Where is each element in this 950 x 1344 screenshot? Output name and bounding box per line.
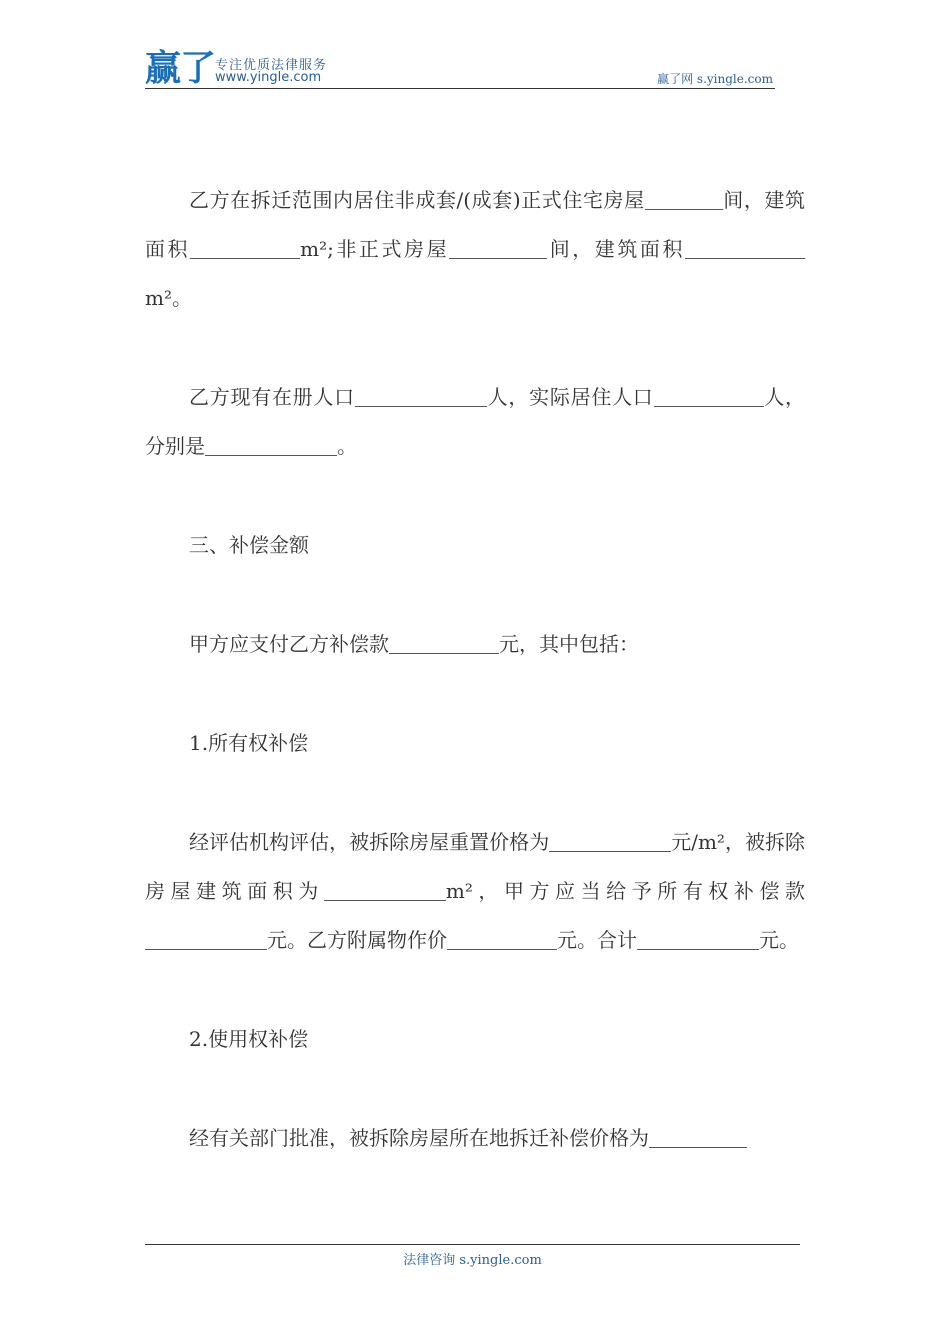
yingle-logo: 赢了 <box>145 48 216 89</box>
text-segment: 元。 <box>759 928 799 952</box>
page-footer <box>145 1244 800 1268</box>
text-segment: 元，其中包括： <box>499 632 639 656</box>
fill-blank <box>637 929 759 950</box>
fill-blank <box>324 880 446 901</box>
paragraph-housing <box>145 176 805 323</box>
paragraph-population <box>145 373 805 471</box>
text-segment: m²。 <box>145 286 192 310</box>
text-segment: 乙方现有在册人口 <box>189 385 355 409</box>
subheading-ownership: 1.所有权补偿 <box>189 731 309 755</box>
fill-blank <box>685 238 805 259</box>
text-segment: 乙方在拆迁范围内居住非成套/(成套)正式住宅房屋 <box>189 188 645 212</box>
page-header <box>145 50 775 89</box>
text-segment: 间，建筑面积 <box>145 188 806 261</box>
text-segment: m²，甲方应当给予所有权补偿款 <box>445 879 806 903</box>
fill-blank <box>389 633 499 654</box>
fill-blank <box>355 386 487 407</box>
paragraph-total-compensation <box>145 620 805 669</box>
fill-blank <box>145 929 267 950</box>
text-segment: 经评估机构评估，被拆除房屋重置价格为 <box>189 830 550 854</box>
text-segment: 。 <box>337 434 357 458</box>
header-site-link[interactable]: 赢了网 s.yingle.com <box>657 72 773 86</box>
text-segment: 间，建筑面积 <box>547 237 685 261</box>
text-segment: m²;非正式房屋 <box>300 237 450 261</box>
paragraph-ownership-compensation <box>145 818 805 965</box>
fill-blank <box>449 238 547 259</box>
text-segment: 人，分别是 <box>145 385 806 458</box>
paragraph-use-right-compensation <box>145 1114 805 1163</box>
fill-blank <box>549 831 671 852</box>
subheading-use-right: 2.使用权补偿 <box>189 1027 309 1051</box>
document-body <box>145 176 805 1213</box>
text-segment: 元/m²，被拆除房屋建筑面积为 <box>145 830 805 903</box>
fill-blank <box>645 189 723 210</box>
text-segment: 经有关部门批准，被拆除房屋所在地拆迁补偿价格为 <box>189 1126 649 1150</box>
section-heading-compensation: 三、补偿金额 <box>189 533 309 557</box>
fill-blank <box>447 929 557 950</box>
logo-url[interactable]: www.yingle.com <box>215 70 322 85</box>
text-segment: 甲方应支付乙方补偿款 <box>189 632 389 656</box>
fill-blank <box>649 1127 747 1148</box>
footer-link[interactable]: 法律咨询 s.yingle.com <box>403 1253 542 1268</box>
fill-blank <box>654 386 764 407</box>
text-segment: 元。乙方附属物作价 <box>267 928 447 952</box>
logo-slogan: 专注优质法律服务 <box>215 58 328 73</box>
text-segment: 元。合计 <box>557 928 637 952</box>
text-segment: 人，实际居住人口 <box>486 385 654 409</box>
fill-blank <box>190 238 300 259</box>
fill-blank <box>205 435 337 456</box>
